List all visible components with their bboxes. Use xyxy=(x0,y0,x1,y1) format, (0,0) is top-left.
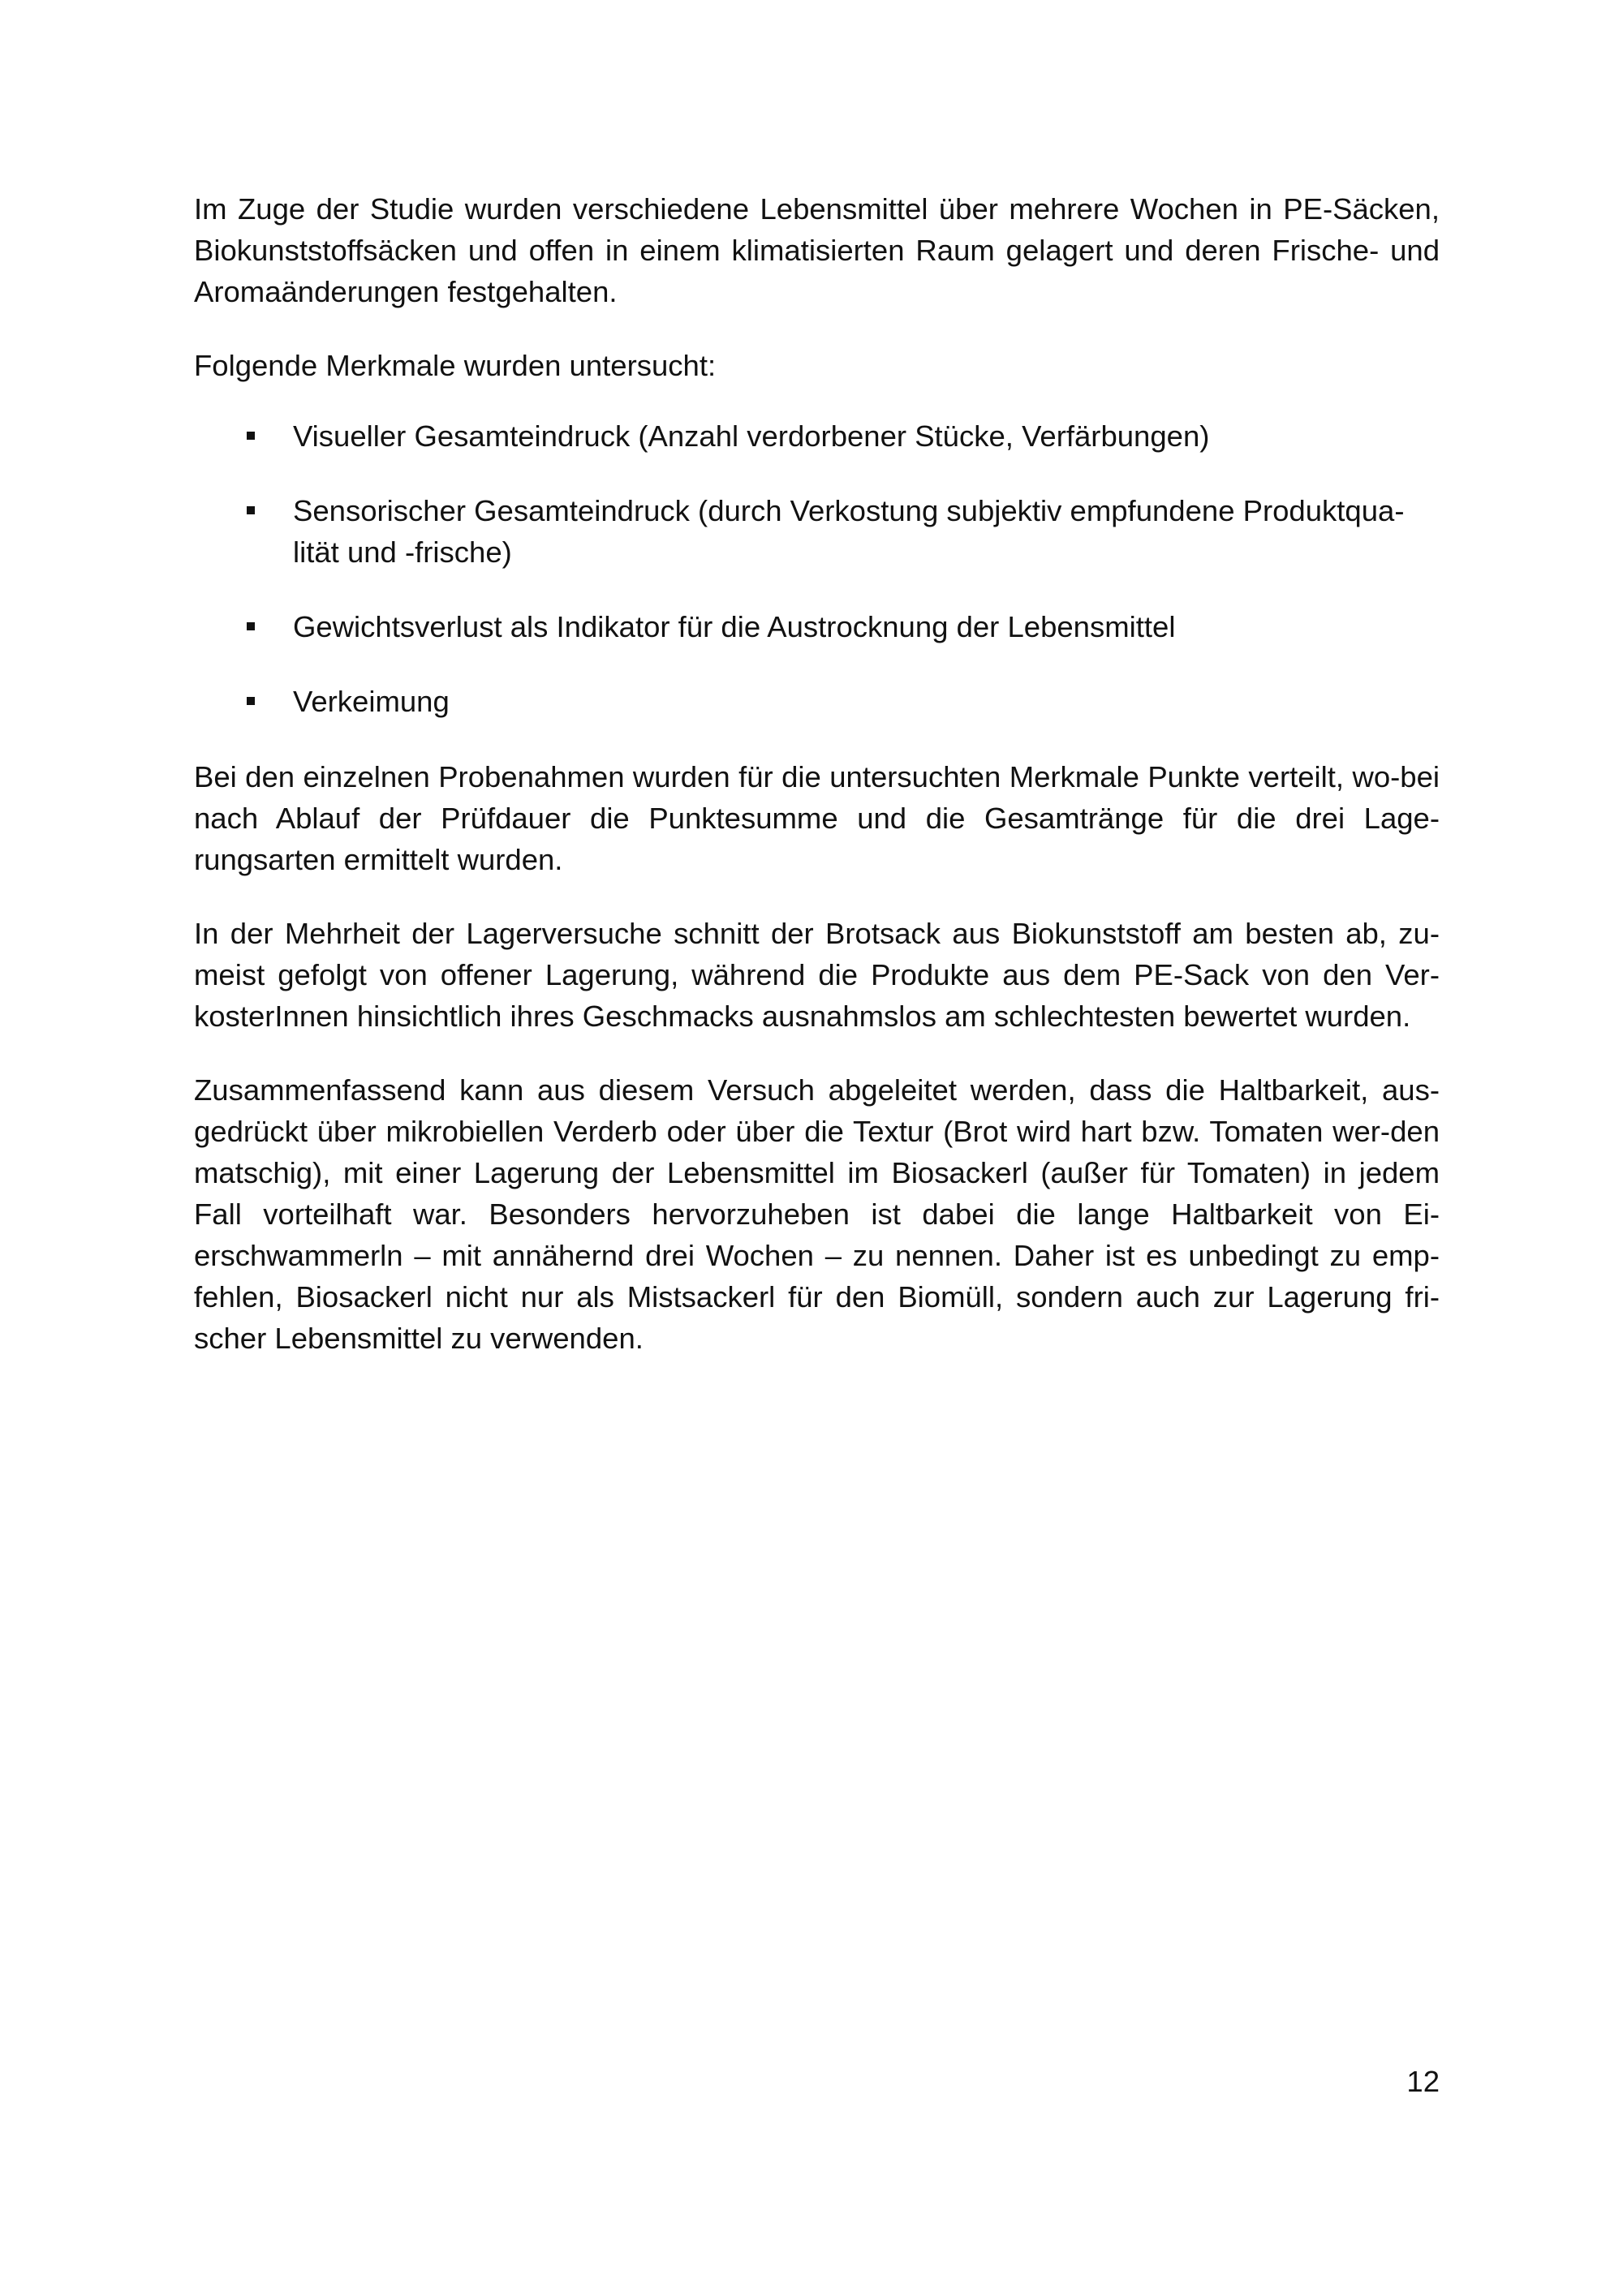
paragraph-study-description: Im Zuge der Studie wurden verschiedene Lebensmittel über mehrere Wochen in PE-Säcken, Biokunststoffsäcken und offen in einem klimatisierten Raum gelagert und deren Frische- und Aromaänderungen festgehalten. xyxy=(194,192,1440,308)
list-item xyxy=(194,415,1440,457)
list-item xyxy=(194,490,1440,573)
square-bullet-icon xyxy=(247,622,255,630)
paragraph-conclusion: Zusammenfassend kann aus diesem Versuch abgeleitet werden, dass die Haltbarkeit, aus-gedrückt über mikrobiellen Verderb oder über die Textur (Brot wird hart bzw. Tomaten wer-den matschig), mit einer Lagerung der Lebensmittel im Biosackerl (außer für Tomaten) in jedem Fall vorteilhaft war. Besonders hervorzuheben ist dabei die lange Haltbarkeit von Ei-erschwammerln – mit annähernd drei Wochen – zu nennen. Daher ist es unbedingt zu emp-fehlen, Biosackerl nicht nur als Mistsackerl für den Biomüll, sondern auch zur Lagerung fri-scher Lebensmittel zu verwenden. xyxy=(194,1073,1440,1355)
list-item-text: Sensorischer Gesamteindruck (durch Verkostung subjektiv empfundene Produktqua-lität und -frische) xyxy=(293,494,1405,569)
page-number: 12 xyxy=(1406,2065,1440,2098)
list-item xyxy=(194,681,1440,722)
list-item xyxy=(194,606,1440,647)
paragraph-scoring: Bei den einzelnen Probenahmen wurden für die untersuchten Merkmale Punkte verteilt, wo-bei nach Ablauf der Prüfdauer die Punktesumme und die Gesamtränge für die drei Lage-rungsarten ermittelt wurden. xyxy=(194,760,1440,876)
square-bullet-icon xyxy=(247,697,255,705)
square-bullet-icon xyxy=(247,432,255,440)
list-item-text: Gewichtsverlust als Indikator für die Austrocknung der Lebensmittel xyxy=(293,610,1176,643)
list-intro: Folgende Merkmale wurden untersucht: xyxy=(194,349,717,382)
list-item-text: Visueller Gesamteindruck (Anzahl verdorbener Stücke, Verfärbungen) xyxy=(293,419,1210,453)
square-bullet-icon xyxy=(247,506,255,514)
feature-list xyxy=(194,415,1440,722)
list-item-text: Verkeimung xyxy=(293,685,450,718)
paragraph-results: In der Mehrheit der Lagerversuche schnitt der Brotsack aus Biokunststoff am besten ab, zu-meist gefolgt von offener Lagerung, während die Produkte aus dem PE-Sack von den Ver-kosterInnen hinsichtlich ihres Geschmacks ausnahmslos am schlechtesten bewertet wurden. xyxy=(194,917,1440,1033)
page-content xyxy=(194,188,1440,1391)
